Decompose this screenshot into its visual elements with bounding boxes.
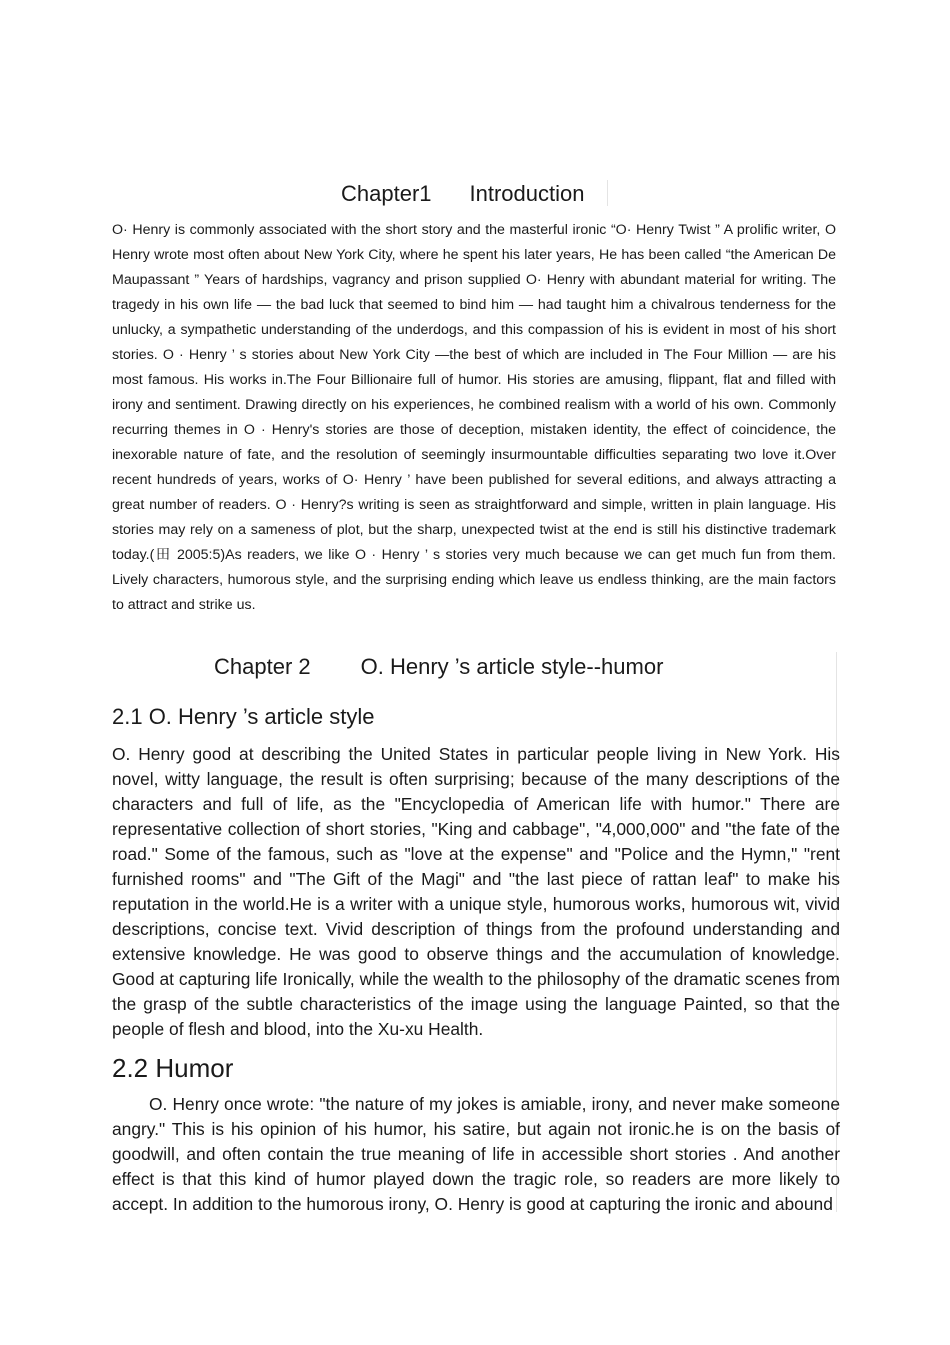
section-2-1-paragraph: O. Henry good at describing the United States in particular people living in New York. His novel, witty language, the result is often surprising; because of the many descriptions of the characters and full of life, as the "Encyclopedia of American life with humor." There are representative collection of short stories, "King and cabbage", "4,000,000" and "the fate of the road." Some of the famous, such as "love at the expense" and "Police and the Hymn," "rent furnished rooms" and "The Gift of the Magi" and "the last piece of rattan leaf" to make his reputation in the world.He is a writer with a unique style, humorous works, humorous wit, vivid descriptions, concise text. Vivid description of things from the profound understanding and extensive knowledge. He was good to observe things and the accumulation of knowledge. Good at capturing life Ironically, while the wealth to the philosophy of the dramatic scenes from the grasp of the subtle characteristics of the image using the language Painted, so that the people of flesh and blood, into the Xu-xu Health. xyxy=(112,744,840,1039)
scan-artifact-line xyxy=(607,180,608,206)
chapter2-title xyxy=(214,654,663,680)
chapter2-number: Chapter 2 xyxy=(214,654,311,679)
chapter1-name: Introduction xyxy=(469,181,585,206)
chapter1-title xyxy=(341,181,584,207)
section-2-2-paragraph: O. Henry once wrote: "the nature of my jokes is amiable, irony, and never make someone angry." This is his opinion of his humor, his satire, but again not ironic.he is on the basis of goodwill, and often contain the true meaning of life in accessible short stories . And another effect is that this kind of humor played down the tragic role, so readers are more likely to accept. In addition to the humorous irony, O. Henry is good at capturing the ironic and abound xyxy=(112,1094,840,1214)
section-2-1-heading: 2.1 O. Henry ’s article style xyxy=(112,704,375,729)
chapter2-name: O. Henry ’s article style--humor xyxy=(360,654,664,679)
chapter1-paragraph: O· Henry is commonly associated with the short story and the masterful ironic “O· Henry Twist ” A prolific writer, O Henry wrote most often about New York City, where he spent his later years, He has been called “the American De Maupassant ” Years of hardships, vagrancy and prison supplied O· Henry with abundant material for writing. The tragedy in his own life — the bad luck that seemed to bind him — had taught him a chivalrous tenderness for the unlucky, a sympathetic understanding of the underdogs, and this compassion of his is evident in most of his short stories. O · Henry ’ s stories about New York City —the best of which are included in The Four Million — are his most famous. His works in.The Four Billionaire full of humor. His stories are amusing, flippant, flat and filled with irony and sentiment. Drawing directly on his experiences, he combined realism with a world of his own. Commonly recurring themes in O · Henry's stories are those of deception, mistaken identity, the effect of coincidence, the inexorable nature of fate, and the resolution of seemingly insurmountable difficulties separating two love it.Over recent hundreds of years, works of O· Henry ’ have been published for several editions, and always attracting a great number of readers. O · Henry?s writing is seen as straightforward and simple, written in plain language. His stories may rely on a sameness of plot, but the sharp, unexpected twist at the end is still his distinctive trademark today.(田 2005:5)As readers, we like O · Henry ’ s stories very much because we can get much fun from them. Lively characters, humorous style, and the surprising ending which leave us endless thinking, are the main factors to attract and strike us. xyxy=(112,222,836,613)
chapter1-number: Chapter1 xyxy=(341,181,432,206)
section-2-2-heading: 2.2 Humor xyxy=(112,1053,234,1083)
